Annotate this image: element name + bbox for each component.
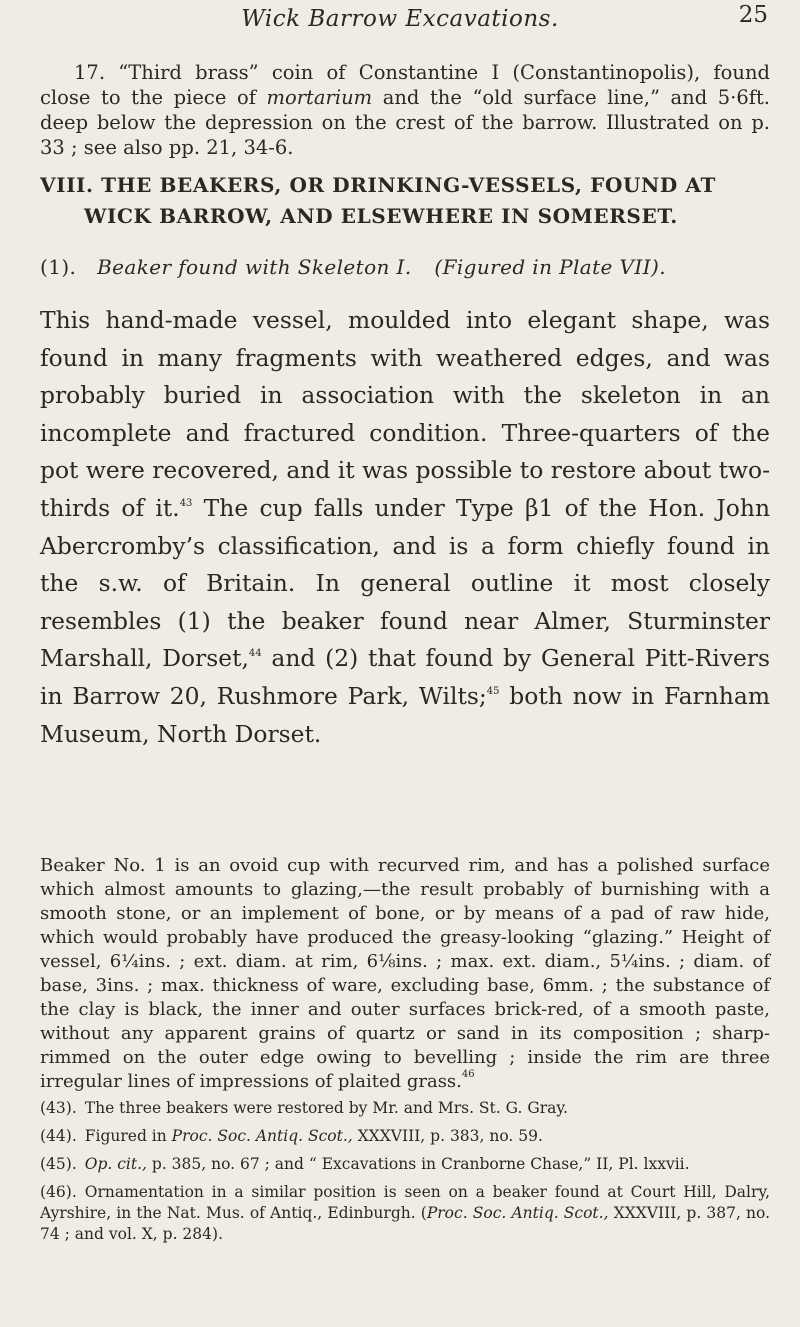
page-number: 25 (738, 2, 768, 28)
footnote-italic: Proc. Soc. Antiq. Scot., (171, 1127, 353, 1145)
footnote-ref-43: 43 (179, 497, 193, 509)
footnote-label: (44). (40, 1127, 77, 1145)
item-17-paragraph (40, 60, 770, 160)
footnote (40, 1182, 770, 1245)
footnotes (40, 1098, 770, 1252)
item-italic-word: mortarium (266, 86, 373, 109)
item-text-part1: “Third brass” coin of Constantine I (Constantinopolis), found close to the piece of (40, 61, 770, 109)
item-text-part2: and the “old surface line,” and 5·6ft. deep below the depression on the crest of the barrow. Illustrated on p. 33 ; see also pp. 21, 34-6. (40, 86, 771, 159)
subheading-caption: Beaker found with Skeleton I. (97, 255, 412, 279)
footnote-text-end: p. 385, no. 67 ; and “ Excavations in Cranborne Chase,” II, Pl. lxxvii. (146, 1155, 690, 1173)
footnote-ref-46: 46 (461, 1069, 475, 1080)
footnote (40, 1126, 770, 1147)
main-text-2: The cup falls under Type β1 of the Hon. John Abercromby’s classification, and is a form chiefly found in the s.w. of Britain. In general outline it most closely resembles (1) the beaker found near Almer, Sturminster Marshall, Dorset, (40, 493, 771, 673)
footnote-label: (43). (40, 1099, 77, 1117)
running-title: Wick Barrow Excavations. (241, 6, 559, 32)
footnote-ref-44: 44 (248, 648, 262, 660)
footnote (40, 1098, 770, 1119)
footnote-text: The three beakers were restored by Mr. and Mrs. St. G. Gray. (84, 1099, 568, 1117)
footnote-text-end: XXXVIII, p. 383, no. 59. (352, 1127, 543, 1145)
footnote-italic: Proc. Soc. Antiq. Scot., (426, 1204, 609, 1222)
footnote-label: (45). (40, 1155, 77, 1173)
section-title-line1: THE BEAKERS, OR DRINKING-VESSELS, FOUND AT (101, 173, 716, 197)
item-number: 17. (74, 61, 106, 84)
section-numeral: VIII. (40, 173, 94, 197)
subheading (40, 255, 770, 279)
footnote (40, 1154, 770, 1175)
main-text-3: and (2) that found by General Pitt-Rivers in Barrow 20, Rushmore Park, Wilts; (40, 644, 770, 710)
footnote-label: (46). (40, 1183, 77, 1201)
section-title-line2: WICK BARROW, AND ELSEWHERE IN SOMERSET. (84, 204, 678, 228)
subheading-figure-ref: (Figured in Plate VII). (434, 255, 666, 279)
section-heading (40, 170, 770, 232)
main-text-4: both now in Farnham Museum, North Dorset. (40, 681, 770, 748)
footnote-text: Ornamentation in a similar position is seen on a beaker found at Court Hill, Dalry, Ayrshire, in the Nat. Mus. of Antiq., Edinburgh. ( (40, 1183, 770, 1222)
footnote-italic: Op. cit., (84, 1155, 147, 1173)
footnote-text-end: XXXVIII, p. 387, no. 74 ; and vol. X, p. 284). (40, 1204, 771, 1243)
main-text-1: This hand-made vessel, moulded into elegant shape, was found in many fragments with weathered edges, and was probably buried in association with the skeleton in an incomplete and fractured condition. Three-quarters of the pot were recovered, and it was possible to restore about two-thirds of it. (40, 306, 770, 522)
main-paragraph (40, 302, 770, 753)
footnote-ref-45: 45 (486, 685, 500, 697)
footnote-text: Figured in (84, 1127, 172, 1145)
subheading-number: (1). (40, 255, 77, 279)
detail-text: Beaker No. 1 is an ovoid cup with recurved rim, and has a polished surface which almost amounts to glazing,—the result probably of burnishing with a smooth stone, or an implement of bone, or by means of a pad of raw hide, which would probably have produced the greasy-looking “glazing.” Height of vessel, 6¼ins. ; ext. diam. at rim, 6⅛ins. ; max. ext. diam., 5¼ins. ; diam. of base, 3ins. ; max. thickness of ware, excluding base, 6mm. ; the substance of the clay is black, the inner and outer surfaces brick-red, of a smooth paste, without any apparent grains of quartz or sand in its composition ; sharp-rimmed on the outer edge owing to bevelling ; inside the rim are three irregular lines of impressions of plaited grass. (40, 855, 770, 1092)
detail-paragraph (40, 854, 770, 1094)
